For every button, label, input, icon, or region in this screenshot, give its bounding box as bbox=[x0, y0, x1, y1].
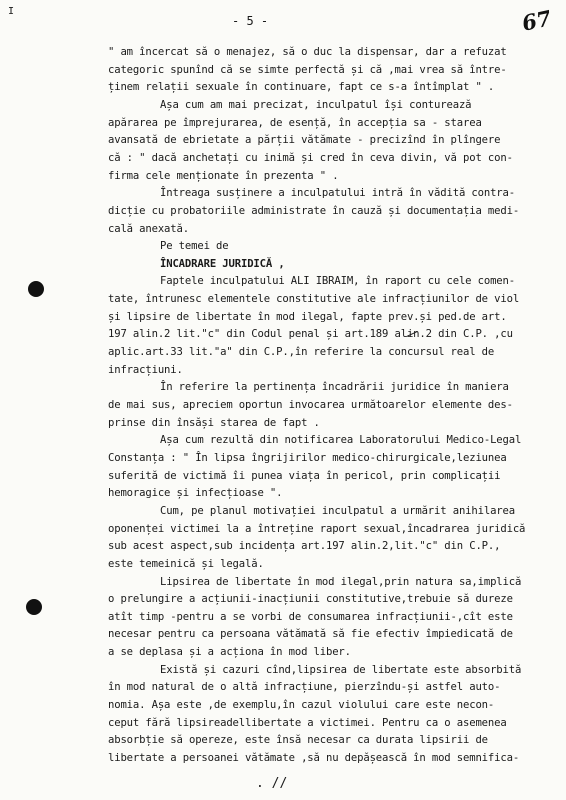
text-line: oponenței victimei la a întreține raport sexual,încadrarea juridică bbox=[108, 522, 526, 535]
text-line: apărarea pe împrejurarea, de esență, în accepția sa - starea bbox=[108, 116, 482, 129]
text-line: a se deplasa și a acționa în mod liber. bbox=[108, 646, 351, 659]
corner-mark: I bbox=[8, 6, 15, 17]
text-line: infracțiuni. bbox=[108, 363, 183, 376]
text-line: cală anexată. bbox=[108, 222, 189, 235]
text-line: sub acest aspect,sub incidența art.197 alin.2,lit."c" din C.P., bbox=[108, 540, 501, 553]
text-line: aplic.art.33 lit."a" din C.P.,în referire la concursul real de bbox=[108, 346, 495, 358]
text-line: în mod natural de o altă infracțiune, pierzîndu-și astfel auto- bbox=[108, 681, 501, 694]
handwritten-page-annotation: 67 bbox=[519, 5, 554, 36]
text-line: suferită de victimă îi punea viața în pericol, prin complicații bbox=[108, 469, 501, 482]
text-line: avansată de ebrietate a părții vătămate - precizînd în plîngere bbox=[108, 134, 501, 147]
punch-hole-top bbox=[28, 281, 44, 297]
text-line: Întreaga susținere a inculpatului intră în vădită contra- bbox=[160, 187, 515, 200]
text-line: Constanța : " În lipsa îngrijirilor medico-chirurgicale,leziunea bbox=[108, 451, 507, 464]
text-line: Lipsirea de libertate în mod ilegal,prin natura sa,implică bbox=[160, 575, 522, 588]
text-line: de mai sus, apreciem oportun invocarea următoarelor elemente des- bbox=[108, 399, 513, 411]
text-line: dicție cu probatoriile administrate în cauză și documentația medi- bbox=[108, 204, 520, 217]
text-line: o prelungire a acțiunii-inacțiunii constitutive,trebuie să dureze bbox=[108, 593, 513, 606]
text-line: atît timp -pentru a se vorbi de consumarea infracțiunii-,cît este bbox=[108, 610, 513, 623]
text-line: Faptele inculpatului ALI IBRAIM, în raport cu cele comen- bbox=[160, 275, 515, 288]
page-number: - 5 - bbox=[232, 14, 269, 28]
text-line: și lipsire de libertate în mod ilegal, fapte prev.și ped.de art. bbox=[108, 310, 507, 323]
text-line: Așa cum am mai precizat, inculpatul își conturează bbox=[160, 98, 472, 111]
page-footer-mark: . // bbox=[256, 776, 288, 791]
text-line: Pe temei de bbox=[160, 240, 229, 253]
text-line: Cum, pe planul motivației inculpatul a urmărit anihilarea bbox=[160, 504, 515, 517]
punch-hole-bottom bbox=[26, 599, 42, 615]
text-line: 197 alin.2 lit."c" din Codul penal și art.189 alin.2 din C.P. ,cu bbox=[108, 328, 513, 341]
text-line: " am încercat să o menajez, să o duc la dispensar, dar a refuzat bbox=[108, 46, 507, 58]
text-line: ținem relații sexuale în continuare, fapt ce s-a întîmplat " . bbox=[108, 81, 495, 94]
text-line: este temeinică și legală. bbox=[108, 557, 264, 570]
text-line: nomia. Așa este ,de exemplu,în cazul violului care este necon- bbox=[108, 699, 495, 711]
text-line: prinse din însăși starea de fapt . bbox=[108, 416, 320, 429]
text-line: hemoragice și infecțioase ". bbox=[108, 487, 283, 500]
text-line: necesar pentru ca persoana vătămată să fie efectiv împiedicată de bbox=[108, 628, 513, 641]
text-line: firma cele menționate în prezenta " . bbox=[108, 169, 339, 182]
text-line: Așa cum rezultă din notificarea Laboratorului Medico-Legal bbox=[160, 434, 522, 447]
text-line: absorbție să opereze, este însă necesar ca durata lipsirii de bbox=[108, 734, 488, 747]
text-line: că : " dacă anchetați cu inimă și cred în ceva divin, vă pot con- bbox=[108, 151, 513, 164]
text-line: În referire la pertinența încadrării juridice în maniera bbox=[160, 381, 509, 394]
text-line: tate, întrunesc elementele constitutive ale infracțiunilor de viol bbox=[108, 293, 520, 306]
text-line: ceput fără lipsireadellibertate a victimei. Pentru ca o asemenea bbox=[108, 716, 507, 729]
text-line: Există și cazuri cînd,lipsirea de libertate este absorbită bbox=[160, 663, 522, 676]
text-line: libertate a persoanei vătămate ,să nu depășească în mod semnifica- bbox=[108, 752, 520, 764]
text-line: categoric spunînd că se simte perfectă și că ,mai vrea să între- bbox=[108, 63, 507, 76]
section-heading: ÎNCADRARE JURIDICĂ , bbox=[160, 257, 285, 270]
